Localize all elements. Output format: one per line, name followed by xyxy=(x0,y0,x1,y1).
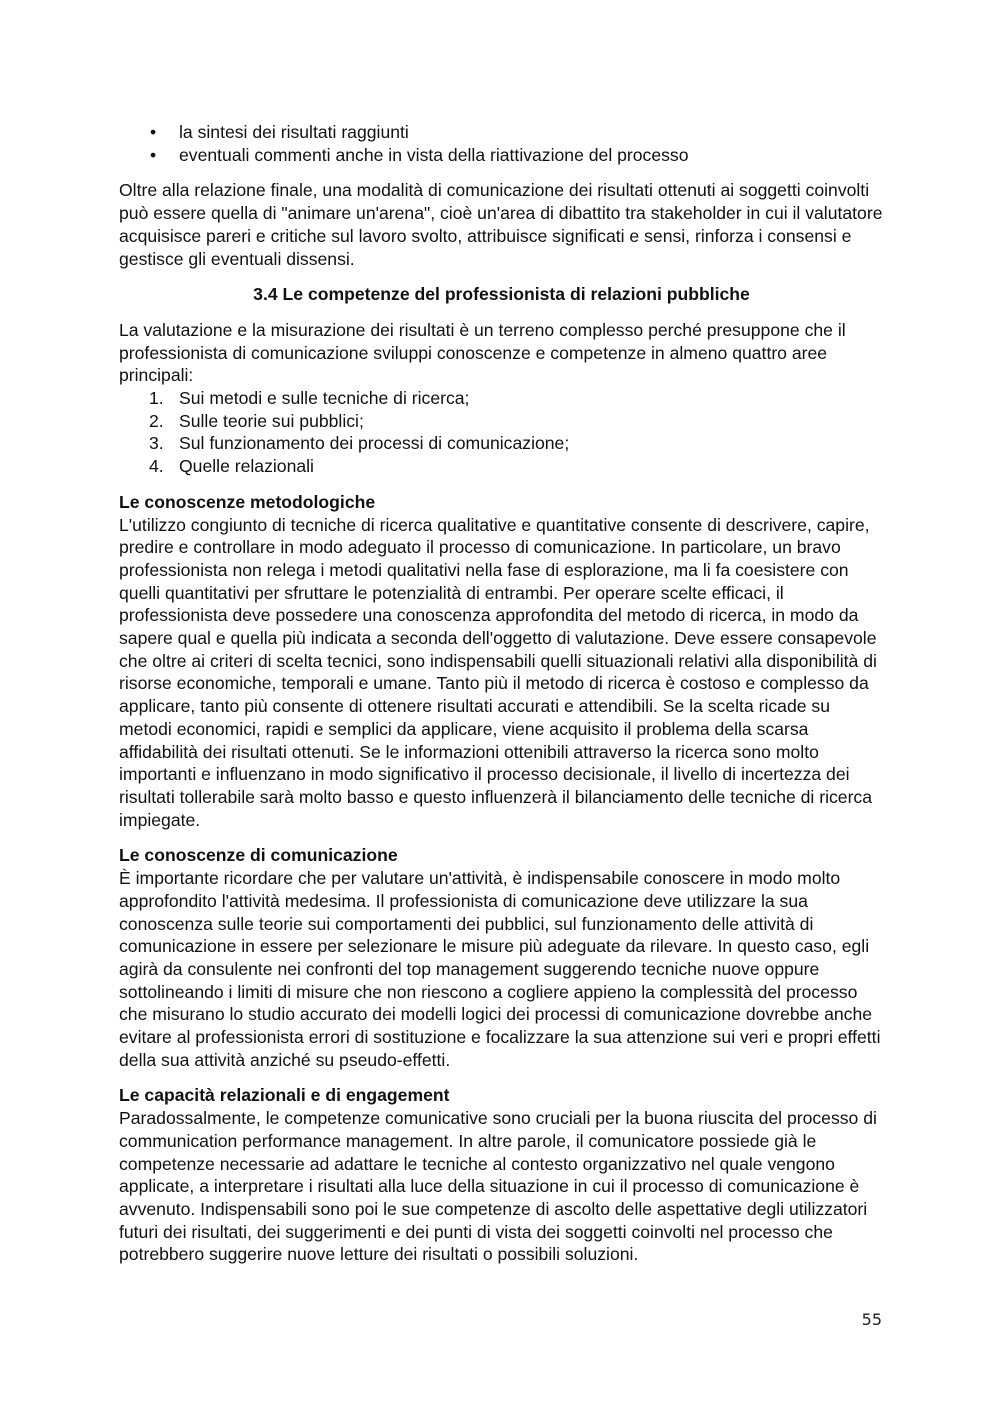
subsection-body: Paradossalmente, le competenze comunicative sono cruciali per la buona riuscita del processo di communication performance management. In altre parole, il comunicatore possiede già le competenze necessarie ad adattare le tecniche al contesto organizzativo nel quale vengono applicate, a interpretare i risultati alla luce della situazione in cui il processo di comunicazione è avvenuto. Indispensabili sono poi le sue competenze di ascolto delle aspettative degli utilizzatori futuri dei risultati, dei suggerimenti e dei punti di vista dei soggetti coinvolti nel processo che potrebbero suggerire nuove letture dei risultati o possibili soluzioni. xyxy=(119,1108,877,1265)
list-item-text: Sulle teorie sui pubblici; xyxy=(179,410,364,431)
list-item-text: Sui metodi e sulle tecniche di ricerca; xyxy=(179,388,470,409)
bullet-list xyxy=(119,121,884,166)
list-number: 3. xyxy=(149,433,164,454)
section-relational xyxy=(119,1084,884,1266)
subsection-body: È importante ricordare che per valutare un'attività, è indispensabile conoscere in modo molto approfondito l'attività medesima. Il professionista di comunicazione deve utilizzare la sua conoscenza sulle teorie sui comportamenti dei pubblici, sul funzionamento delle attività di comunicazione in essere per selezionare le misure più adeguate da rilevare. In questo caso, egli agirà da consulente nei confronti del top management suggerendo tecniche nuove oppure sottolineando i limiti di misure che non riescono a cogliere appieno la complessità del processo che misurano lo studio accurato dei modelli logici dei processi di comunicazione dovrebbe anche evitare al professionista errori di sostituzione e focalizzare la sua attenzione sui veri e propri effetti della sua attività anziché su pseudo-effetti. xyxy=(119,868,881,1070)
subsection-body: L'utilizzo congiunto di tecniche di ricerca qualitative e quantitative consente di descrivere, capire, predire e controllare in modo adeguato il processo di comunicazione. In particolare, un bravo professionista non relega i metodi qualitativi nella fase di esplorazione, ma li fa coesistere con quelli quantitativi per sfruttare le potenzialità di entrambi. Per operare scelte efficaci, il professionista deve possedere una conoscenza approfondita del metodo di ricerca, in modo da sapere qual e quella più indicata a seconda dell'oggetto di valutazione. Deve essere consapevole che oltre ai criteri di scelta tecnici, sono indispensabili quelli situazionali relativi alla disponibilità di risorse economiche, temporali e umane. Tanto più il metodo di ricerca è costoso e complesso da applicare, tanto più consente di ottenere risultati accurati e attendibili. Se la scelta ricade su metodi economici, rapidi e semplici da applicare, viene acquisito il problema della scarsa affidabilità dei risultati ottenuti. Se le informazioni ottenibili attraverso la ricerca sono molto importanti e influenzano in modo significativo il processo decisionale, il livello di incertezza dei risultati tollerabile sarà molto basso e questo influenzerà il bilanciamento delle tecniche di ricerca impiegate. xyxy=(119,514,877,830)
section-intro-paragraph: La valutazione e la misurazione dei risultati è un terreno complesso perché presuppone che il professionista di comunicazione sviluppi conoscenze e competenze in almeno quattro aree principali: xyxy=(119,319,846,386)
list-item-text: Quelle relazionali xyxy=(179,456,314,477)
bullet-item: • la sintesi dei risultati raggiunti xyxy=(119,121,884,144)
page-number: 55 xyxy=(861,1310,882,1329)
list-number: 4. xyxy=(149,456,164,477)
subsection-title: Le conoscenze metodologiche xyxy=(119,491,376,512)
list-item xyxy=(119,387,884,410)
intro-paragraph: Oltre alla relazione finale, una modalità di comunicazione dei risultati ottenuti ai soggetti coinvolti può essere quella di "animare un'arena", cioè un'area di dibattito tra stakeholder in cui il valutatore acquisisce pareri e critiche sul lavoro svolto, attribuisce significati e sensi, rinforza i consensi e gestisce gli eventuali dissensi. xyxy=(119,180,883,269)
page-content xyxy=(119,121,884,1266)
list-item xyxy=(119,432,884,455)
list-number: 1. xyxy=(149,388,164,409)
subsection-title: Le conoscenze di comunicazione xyxy=(119,845,398,866)
bullet-item: • eventuali commenti anche in vista della riattivazione del processo xyxy=(119,144,884,167)
section-heading: 3.4 Le competenze del professionista di relazioni pubbliche xyxy=(253,284,750,305)
section-methodological xyxy=(119,491,884,832)
list-item xyxy=(119,410,884,433)
list-item-text: Sul funzionamento dei processi di comunicazione; xyxy=(179,433,570,454)
list-number: 2. xyxy=(149,410,164,431)
areas-list xyxy=(119,387,884,478)
section-communication xyxy=(119,844,884,1071)
list-item xyxy=(119,455,884,478)
subsection-title: Le capacità relazionali e di engagement xyxy=(119,1085,450,1106)
